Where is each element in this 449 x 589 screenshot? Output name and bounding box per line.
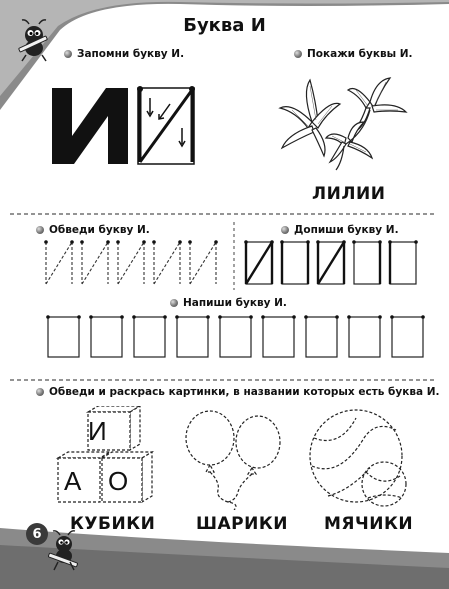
instruction-write xyxy=(170,297,287,309)
word-balloons: ШАРИКИ xyxy=(196,514,288,534)
page-title: Буква И xyxy=(183,15,266,36)
trace-cell xyxy=(46,242,72,284)
bullet-icon xyxy=(36,388,44,396)
instruction-show xyxy=(294,48,413,60)
instruction-text: Допиши букву И. xyxy=(294,224,399,236)
trace-cell xyxy=(154,242,180,284)
bullet-icon xyxy=(281,226,289,234)
instruction-complete xyxy=(281,224,399,236)
instruction-text: Обведи и раскрась картинки, в названии которых есть буква И. xyxy=(49,386,440,398)
instruction-trace xyxy=(36,224,150,236)
instruction-text: Запомни букву И. xyxy=(77,48,185,60)
bullet-icon xyxy=(294,50,302,58)
big-letter-i xyxy=(50,86,130,166)
trace-cell xyxy=(190,242,216,284)
bullet-icon xyxy=(64,50,72,58)
cube-letter: О xyxy=(108,466,129,496)
complete-cell xyxy=(354,242,380,284)
complete-cell xyxy=(390,242,416,284)
balloons-picture xyxy=(180,410,290,510)
cube-letter: А xyxy=(64,466,82,496)
instruction-text: Напиши букву И. xyxy=(183,297,287,309)
instruction-color xyxy=(36,386,440,398)
page-number: 6 xyxy=(32,526,42,542)
instruction-text: Обведи букву И. xyxy=(49,224,150,236)
bullet-icon xyxy=(170,299,178,307)
ant-mascot-footer-icon xyxy=(46,528,82,572)
write-cells[interactable] xyxy=(46,314,430,360)
page-number-badge xyxy=(26,523,48,545)
complete-cells[interactable] xyxy=(244,240,424,288)
instruction-remember xyxy=(64,48,184,60)
instruction-text: Покажи буквы И. xyxy=(307,48,413,60)
word-balls: МЯЧИКИ xyxy=(324,514,414,534)
complete-cell xyxy=(282,242,308,284)
letter-stroke-order-diagram xyxy=(134,84,198,168)
word-cubes: КУБИКИ xyxy=(70,514,156,534)
trace-cells[interactable] xyxy=(44,240,224,288)
lilies-picture xyxy=(272,72,412,172)
bullet-icon xyxy=(36,226,44,234)
trace-cell xyxy=(118,242,144,284)
balls-picture xyxy=(300,408,418,512)
cube-letter: И xyxy=(88,416,107,446)
word-lilies: ЛИЛИИ xyxy=(312,184,386,204)
trace-cell xyxy=(82,242,108,284)
